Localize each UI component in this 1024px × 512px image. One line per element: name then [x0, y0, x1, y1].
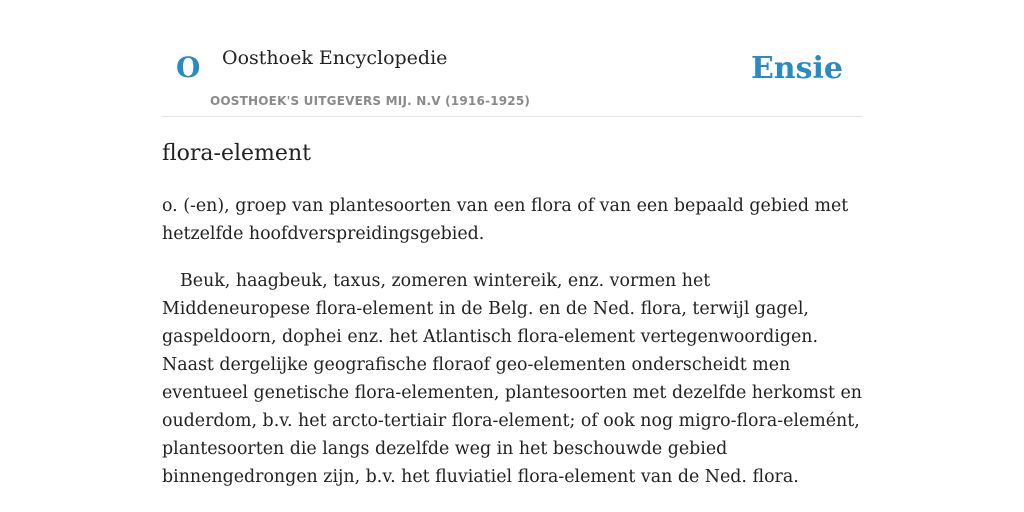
encyclopedia-header: [162, 0, 862, 117]
entry-definition-paragraph: o. (-en), groep van plantesoorten van een flora of van een bepaald gebied met hetzelfde hoofdverspreidingsgebied.: [162, 196, 849, 244]
encyclopedia-title[interactable]: Oosthoek Encyclopedie: [222, 47, 448, 69]
encyclopedia-letter-logo[interactable]: O: [176, 51, 201, 84]
entry-description-paragraph: Beuk, haagbeuk, taxus, zomeren wintereik, enz. vormen het Middeneuropese flora-element in de Belg. en de Ned. flora, terwijl gagel, gaspeldoorn, dophei enz. het Atlantisch flora-element vertegenwoordigen. Naast dergelijke geografische floraof geo-elementen onderscheidt men eventueel genetische flora-elementen, plantesoorten met dezelfde herkomst en ouderdom, b.v. het arcto-tertiair flora-element; of ook nog migro-flora-elemént, plantesoorten die langs dezelfde weg in het beschouwde gebied binnengedrongen zijn, b.v. het fluviatiel flora-element van de Ned. flora.: [162, 271, 863, 487]
ensie-logo-link[interactable]: Ensie: [750, 51, 843, 86]
entry-title: flora-element: [162, 141, 311, 166]
publisher-label: OOSTHOEK'S UITGEVERS MIJ. N.V (1916-1925): [210, 94, 531, 108]
content-container: [162, 0, 863, 487]
entry-body: [162, 192, 862, 491]
